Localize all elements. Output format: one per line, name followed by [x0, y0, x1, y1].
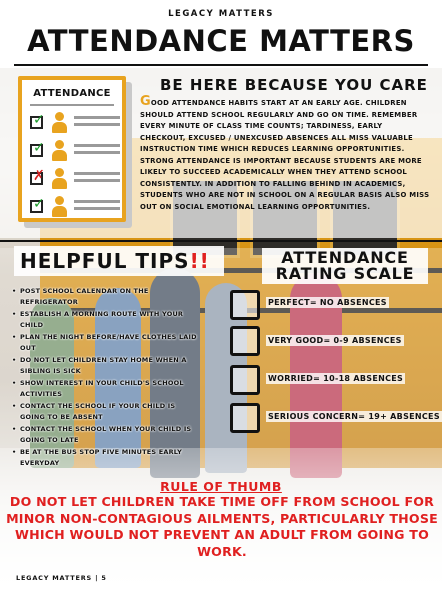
page-footer: LEGACY MATTERS | 5: [16, 574, 107, 582]
clipboard-divider: [30, 104, 114, 106]
drop-cap: G: [140, 94, 151, 109]
clipboard-heading: ATTENDANCE: [33, 88, 111, 99]
page-title: ATTENDANCE MATTERS: [27, 24, 415, 58]
check-mark-icon: ✓: [33, 196, 45, 212]
text-lines: [74, 144, 120, 158]
title-divider: [14, 64, 428, 66]
person-icon: [50, 140, 68, 162]
intro-paragraph: [140, 96, 430, 213]
tip-item: • PLAN THE NIGHT BEFORE/HAVE CLOTHES LAID OUT: [12, 332, 202, 354]
person-icon: [50, 196, 68, 218]
top-label: LEGACY MATTERS: [168, 9, 274, 19]
check-mark-icon: ✓: [33, 112, 45, 128]
rating-label-serious-concern: SERIOUS CONCERN= 19+ ABSENCES: [268, 412, 440, 421]
tip-item: • BE AT THE BUS STOP FIVE MINUTES EARLY EVERYDAY: [12, 447, 202, 469]
rating-label-worried: WORRIED= 10-18 ABSENCES: [268, 374, 404, 383]
check-mark-icon: ✓: [33, 140, 45, 156]
tips-heading-text: HELPFUL TIPS: [20, 249, 190, 273]
rating-label-perfect: PERFECT= NO ABSENCES: [268, 298, 387, 307]
tips-heading-mark: !!: [189, 249, 210, 273]
intro-heading: BE HERE BECAUSE YOU CARE: [160, 76, 428, 94]
text-lines: [74, 116, 120, 130]
intro-body: OOD ATTENDANCE HABITS START AT AN EARLY AGE. CHILDREN SHOULD ATTEND SCHOOL REGULARLY AND GO ON TIME. REMEMBER EVERY MINUTE OF CLASS TIME COUNTS; TARDINESS, EARLY CHECKOUT, EXCUSED / UNEXCUSED ABSENCES ALL MISS VALUABLE INSTRUCTION TIME WHICH REDUCES LEARNING OPPORTUNITIES. STRONG ATTENDANCE IS IMPORTANT BECAUSE STUDENTS ARE MORE LIKELY TO SUCCEED ACADEMICALLY WHEN THEY ATTEND SCHOOL CONSISTENTLY. IN ADDITION TO FALLING BEHIND IN ACADEMICS, STUDENTS WHO ARE NOT IN SCHOOL ON A REGULAR BASIS ALSO MISS OUT ON SOCIAL EMOTIONAL LEARNING OPPORTUNITIES.: [140, 99, 430, 211]
attendance-row: [30, 112, 122, 136]
tip-item: • SHOW INTEREST IN YOUR CHILD'S SCHOOL ACTIVITIES: [12, 378, 202, 400]
rating-checkbox-serious-concern[interactable]: [230, 403, 260, 433]
attendance-row: [30, 140, 122, 164]
text-lines: [74, 172, 120, 186]
attendance-row: [30, 196, 122, 220]
person-icon: [50, 168, 68, 190]
section-divider: [0, 240, 442, 242]
checkbox-icon: [30, 112, 45, 129]
rating-heading-line2: RATING SCALE: [275, 264, 415, 283]
tip-item: • DO NOT LET CHILDREN STAY HOME WHEN A SIBLING IS SICK: [12, 355, 202, 377]
rule-title: RULE OF THUMB: [160, 479, 282, 494]
rating-checkbox-worried[interactable]: [230, 365, 260, 395]
checkbox-icon: [30, 140, 45, 157]
person-icon: [50, 112, 68, 134]
attendance-row: [30, 168, 122, 192]
cross-mark-icon: ✗: [33, 168, 45, 184]
tips-list: [12, 286, 202, 470]
tip-item: • CONTACT THE SCHOOL IF YOUR CHILD IS GOING TO BE ABSENT: [12, 401, 202, 423]
rating-label-very-good: VERY GOOD= 0-9 ABSENCES: [268, 336, 402, 345]
tips-heading: [14, 246, 224, 276]
rating-checkbox-very-good[interactable]: [230, 326, 260, 356]
checkbox-icon: [30, 196, 45, 213]
text-lines: [74, 200, 120, 214]
rating-heading-line1: ATTENDANCE: [281, 248, 409, 267]
rating-checkbox-perfect[interactable]: [230, 290, 260, 320]
tip-item: • ESTABLISH A MORNING ROUTE WITH YOUR CHILD: [12, 309, 202, 331]
rating-heading: [262, 248, 428, 284]
rule-text: DO NOT LET CHILDREN TAKE TIME OFF FROM SCHOOL FOR MINOR NON-CONTAGIOUS AILMENTS, PARTICULARLY THOSE WHICH WOULD NOT PREVENT AN ADULT FROM GOING TO WORK.: [6, 494, 438, 559]
tip-item: • CONTACT THE SCHOOL WHEN YOUR CHILD IS GOING TO LATE: [12, 424, 202, 446]
attendance-clipboard-illustration: [18, 76, 130, 228]
checkbox-icon: [30, 168, 45, 185]
tip-item: • POST SCHOOL CALENDAR ON THE REFRIGERATOR: [12, 286, 202, 308]
clipboard-sheet: [18, 76, 126, 222]
